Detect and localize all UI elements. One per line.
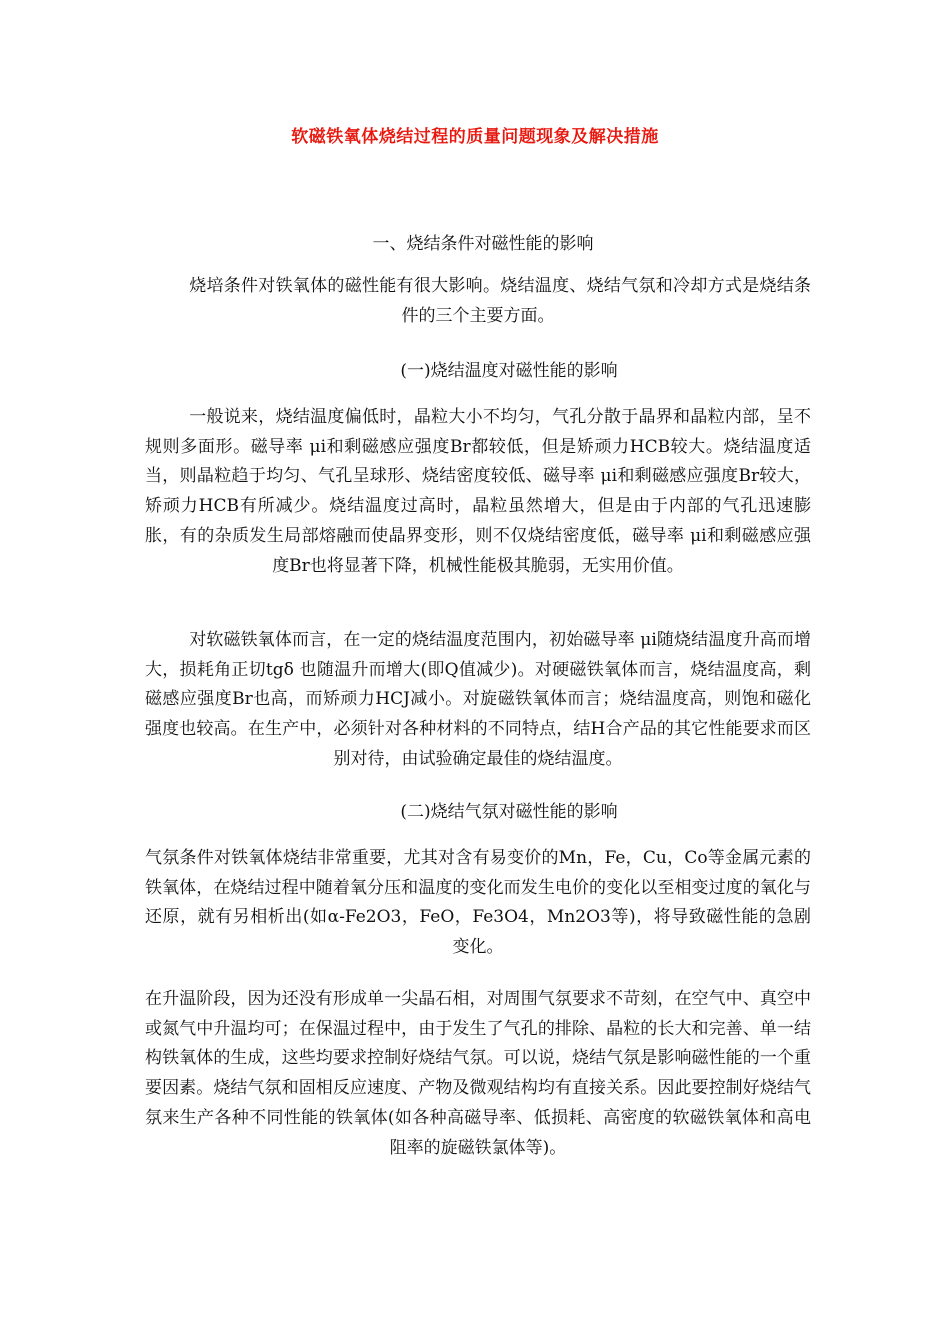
temperature-paragraph-2: 对软磁铁氧体而言，在一定的烧结温度范围内，初始磁导率 μi随烧结温度升高而增大，损耗角正切tgδ 也随温升而增大(即Q值减少)。对硬磁铁氧体而言，烧结温度高，剩磁感应强度Br也高，而矫顽力HCJ减小。对旋磁铁氧体而言；烧结温度高，则饱和磁化强度也较高。在生产中，必须针对各种材料的不同特点，结Н合产品的其它性能要求而区别对待，由试验确定最佳的烧结温度。 bbox=[145, 630, 811, 769]
atmosphere-paragraph-1: 气氛条件对铁氧体烧结非常重要，尤其对含有易变价的Mn，Fe，Cu，Co等金属元素的铁氧体，在烧结过程中随着氧分压和温度的变化而发生电价的变化以至相变过度的氧化与还原，就有另相析出(如α-Fe2O3，FeO，Fe3O4，Mn2O3等)，将导致磁性能的急剧变化。 bbox=[145, 848, 811, 958]
temperature-paragraph-1: 一般说来，烧结温度偏低时，晶粒大小不均匀，气孔分散于晶界和晶粒内部，呈不规则多面形。磁导率 μi和剩磁感应强度Br都较低，但是矫顽力HCB较大。烧结温度适当，则晶粒趋于均匀、气孔呈球形、烧结密度较低、磁导率 μi和剩磁感应强度Br较大，矫顽力HCB有所减少。烧结温度过高时，晶粒虽然增大，但是由于内部的气孔迅速膨胀，有的杂质发生局部熔融而使晶界变形，则不仅烧结密度低，磁导率 μi和剩磁感应强度Br也将显著下降，机械性能极其脆弱，无实用价值。 bbox=[145, 407, 811, 576]
atmosphere-paragraph-2: 在升温阶段，因为还没有形成单一尖晶石相，对周围气氛要求不苛刻，在空气中、真空中或氮气中升温均可；在保温过程中，由于发生了气孔的排除、晶粒的长大和完善、单一结构铁氧体的生成，这些均要求控制好烧结气氛。可以说，烧结气氛是影响磁性能的一个重要因素。烧结气氛和固相反应速度、产物及微观结构均有直接关系。因此要控制好烧结气氛来生产各种不同性能的铁氧体(如各种高磁导率、低损耗、高密度的软磁铁氧体和高电阻率的旋磁铁氯体等)。 bbox=[145, 989, 811, 1158]
document-title: 软磁铁氧体烧结过程的质量问题现象及解决措施 bbox=[291, 127, 659, 147]
subsection-heading-temperature: (一)烧结温度对磁性能的影响 bbox=[400, 361, 618, 381]
section-intro-paragraph: 烧培条件对铁氧体的磁性能有很大影响。烧结温度、烧结气氛和冷却方式是烧结条件的三个主要方面。 bbox=[189, 276, 811, 326]
section-heading-sintering-conditions: 一、烧结条件对磁性能的影响 bbox=[372, 234, 594, 254]
subsection-heading-atmosphere: (二)烧结气氛对磁性能的影响 bbox=[400, 802, 618, 822]
